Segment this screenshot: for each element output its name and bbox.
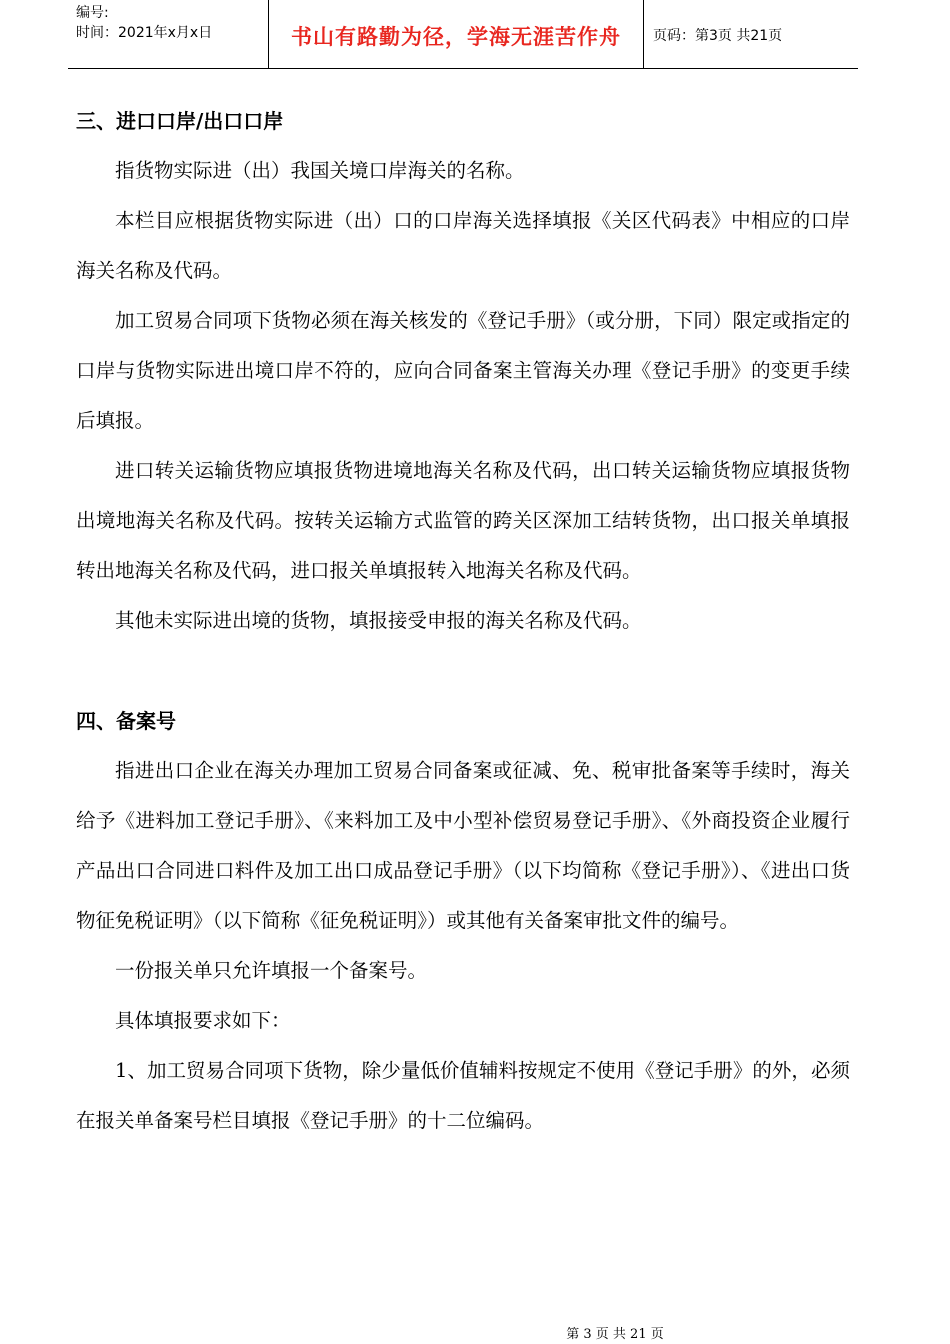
header-page-info: 页码：第3页 共21页 bbox=[653, 28, 783, 44]
section3-paragraph: 加工贸易合同项下货物必须在海关核发的《登记手册》（或分册，下同）限定或指定的口岸与货物实际进出境口岸不符的，应向合同备案主管海关办理《登记手册》的变更手续后填报。 bbox=[76, 309, 850, 432]
page-footer: 第 3 页 共 21 页 bbox=[566, 1327, 664, 1342]
page-header bbox=[68, 0, 858, 69]
document-body bbox=[76, 96, 850, 1146]
section-heading-4: 四、备案号 bbox=[76, 709, 176, 733]
section4-paragraph: 具体填报要求如下： bbox=[115, 1009, 291, 1032]
header-motto: 书山有路勤为径，学海无涯苦作舟 bbox=[291, 25, 621, 49]
section4-paragraph: 1、加工贸易合同项下货物，除少量低价值辅料按规定不使用《登记手册》的外，必须在报关单备案号栏目填报《登记手册》的十二位编码。 bbox=[76, 1059, 850, 1132]
header-left-cell bbox=[68, 0, 268, 68]
section4-paragraph: 一份报关单只允许填报一个备案号。 bbox=[115, 959, 428, 982]
section4-paragraph: 指进出口企业在海关办理加工贸易合同备案或征减、免、税审批备案等手续时，海关给予《进料加工登记手册》、《来料加工及中小型补偿贸易登记手册》、《外商投资企业履行产品出口合同进口料件及加工出口成品登记手册》（以下均简称《登记手册》）、《进出口货物征免税证明》（以下简称《征免税证明》）或其他有关备案审批文件的编号。 bbox=[76, 759, 850, 932]
header-motto-cell bbox=[268, 0, 644, 68]
section3-paragraph: 其他未实际进出境的货物，填报接受申报的海关名称及代码。 bbox=[115, 609, 642, 632]
header-page-cell bbox=[643, 0, 858, 68]
section3-paragraph: 进口转关运输货物应填报货物进境地海关名称及代码，出口转关运输货物应填报货物出境地海关名称及代码。按转关运输方式监管的跨关区深加工结转货物，出口报关单填报转出地海关名称及代码，进口报关单填报转入地海关名称及代码。 bbox=[76, 459, 850, 582]
section3-paragraph: 指货物实际进（出）我国关境口岸海关的名称。 bbox=[115, 159, 525, 182]
document-date-label: 时间：2021年x月x日 bbox=[76, 25, 213, 41]
document-number-label: 编号: bbox=[76, 5, 109, 21]
section-spacer bbox=[76, 646, 850, 696]
section-heading-3: 三、进口口岸/出口口岸 bbox=[76, 109, 284, 133]
section3-paragraph: 本栏目应根据货物实际进（出）口的口岸海关选择填报《关区代码表》中相应的口岸海关名称及代码。 bbox=[76, 209, 850, 282]
